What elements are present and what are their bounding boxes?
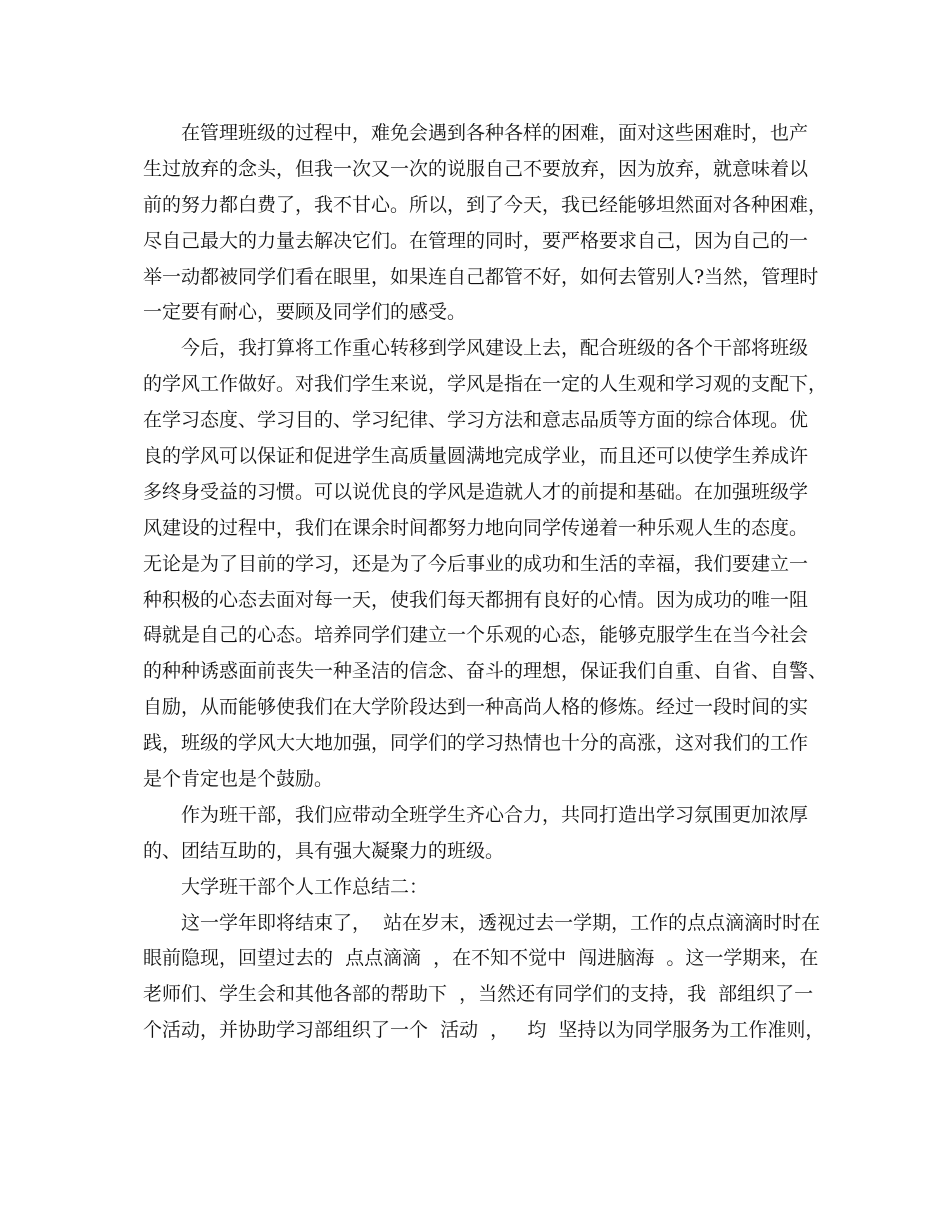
paragraph-line: 自励，从而能够使我们在大学阶段达到一种高尚人格的修炼。经过一段时间的实 xyxy=(143,696,809,719)
paragraph-line: 多终身受益的习惯。可以说优良的学风是造就人才的前提和基础。在加强班级学 xyxy=(143,480,809,503)
paragraph-line: 在学习态度、学习目的、学习纪律、学习方法和意志品质等方面的综合体现。优 xyxy=(143,409,809,432)
paragraph-class-cadre-role xyxy=(143,798,811,870)
paragraph-line: 一定要有耐心，要顾及同学们的感受。 xyxy=(143,301,467,324)
document-body xyxy=(143,116,828,1049)
paragraph-year-end-reflection xyxy=(143,906,825,1050)
paragraph-line: 老师们、学生会和其他各部的帮助下 ，当然还有同学们的支持，我 部组织了一 xyxy=(143,983,814,1006)
paragraph-line: 是个肯定也是个鼓励。 xyxy=(143,768,334,791)
section-heading-line: 大学班干部个人工作总结二： xyxy=(181,875,429,898)
paragraph-line: 眼前隐现，回望过去的 点点滴滴 ，在不知不觉中 闯进脑海 。这一学期来，在 xyxy=(143,947,819,970)
paragraph-study-atmosphere xyxy=(143,331,828,798)
paragraph-line: 前的努力都白费了，我不甘心。所以，到了今天，我已经能够坦然面对各种困难， xyxy=(143,193,828,216)
paragraph-line: 良的学风可以保证和促进学生高质量圆满地完成学业，而且还可以使学生养成许 xyxy=(143,445,809,468)
paragraph-management-difficulties xyxy=(143,116,828,331)
paragraph-line: 风建设的过程中，我们在课余时间都努力地向同学传递着一种乐观人生的态度。 xyxy=(143,516,809,539)
paragraph-line: 的种种诱惑面前丧失一种圣洁的信念、奋斗的理想，保证我们自重、自省、自警、 xyxy=(143,660,828,683)
paragraph-line: 举一动都被同学们看在眼里，如果连自己都管不好，如何去管别人?当然，管理时 xyxy=(143,265,819,288)
paragraph-line: 碍就是自己的心态。培养同学们建立一个乐观的心态，能够克服学生在当今社会 xyxy=(143,624,809,647)
paragraph-line: 的、团结互助的，具有强大凝聚力的班级。 xyxy=(143,839,505,862)
paragraph-line: 尽自己最大的力量去解决它们。在管理的同时，要严格要求自己，因为自己的一 xyxy=(143,229,809,252)
section-heading-summary-two xyxy=(143,870,811,906)
paragraph-line: 无论是为了目前的学习，还是为了今后事业的成功和生活的幸福，我们要建立一 xyxy=(143,552,809,575)
paragraph-line: 这一学年即将结束了， 站在岁末，透视过去一学期，工作的点点滴滴时时在 xyxy=(181,911,821,934)
paragraph-line: 的学风工作做好。对我们学生来说，学风是指在一定的人生观和学习观的支配下， xyxy=(143,373,828,396)
paragraph-line: 生过放弃的念头，但我一次又一次的说服自己不要放弃，因为放弃，就意味着以 xyxy=(143,157,809,180)
paragraph-line: 践，班级的学风大大地加强，同学们的学习热情也十分的高涨，这对我们的工作 xyxy=(143,732,809,755)
paragraph-line: 今后，我打算将工作重心转移到学风建设上去，配合班级的各个干部将班级 xyxy=(181,337,809,360)
paragraph-line: 作为班干部，我们应带动全班学生齐心合力，共同打造出学习氛围更加浓厚 xyxy=(181,803,809,826)
paragraph-line: 在管理班级的过程中，难免会遇到各种各样的困难，面对这些困难时，也产 xyxy=(181,122,809,144)
paragraph-line: 个活动，并协助学习部组织了一个 活动 ， 均 坚持以为同学服务为工作准则， xyxy=(143,1019,825,1042)
paragraph-line: 种积极的心态去面对每一天，使我们每天都拥有良好的心情。因为成功的唯一阻 xyxy=(143,588,809,611)
